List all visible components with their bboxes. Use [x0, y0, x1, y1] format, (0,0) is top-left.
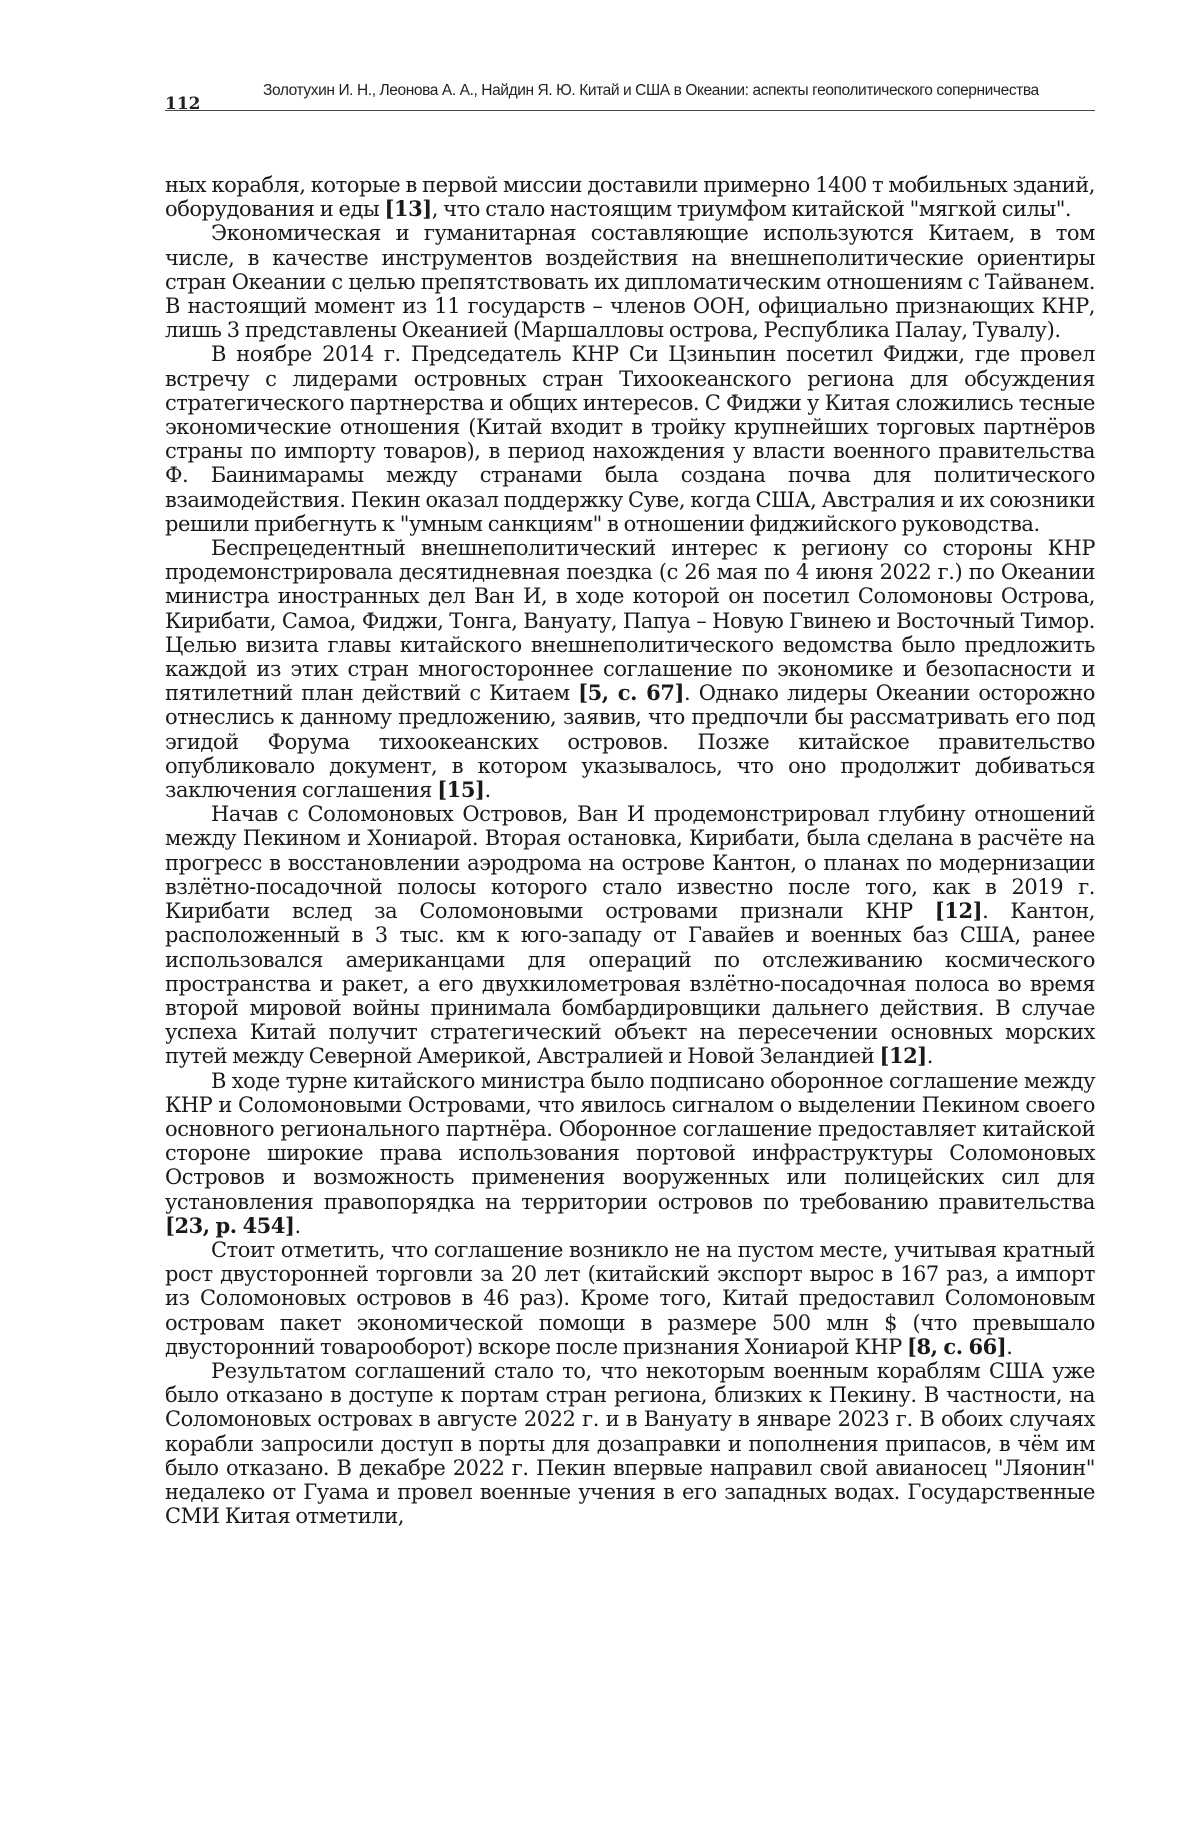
paragraph — [165, 342, 1095, 536]
paragraph-text: . — [294, 1214, 300, 1238]
paragraph — [165, 173, 1095, 221]
paragraph-text: Экономическая и гуманитарная составляющие используются Китаем, в том числе, в качестве инструментов воздействия на внешнеполитические ориентиры стран Океании с целью препятствовать их дипломатическим от­ношениям с Тайванем. В настоящий момент из 11 государств – членов ООН, официально признающих КНР, лишь 3 представлены Океанией (Маршалло­вы острова, Республика Палау, Тувалу). — [165, 221, 1095, 342]
paragraph-text: Беспрецедентный внешнеполитический интерес к региону со стороны КНР продемонстрировала десятидневная поездка (с 26 мая по 4 июня 2022 г.) по Океании министра иностранных дел Ван И, в ходе которой он посетил Соломоновы Острова, Кирибати, Самоа, Фиджи, Тонга, Вануату, Папуа – Но­вую Гвинею и Восточный Тимор. Целью визита главы китайского внешнепо­литического ведомства было предложить каждой из этих стран многосторон­нее соглашение по экономике и безопасности и пятилетний план действий с Китаем — [165, 536, 1095, 705]
paragraph-text: Результатом соглашений стало то, что некоторым военным кораблям США уже было отказано в доступе к портам стран региона, близких к Пекину. В частности, на Соломоновых островах в августе 2022 г. и в Вануату в январе 2023 г. В обоих случаях корабли запросили доступ в порты для дозаправки и пополнения припасов, в чём им было отказано. В декабре 2022 г. Пекин впервые направил свой авианосец "Ляонин" недалеко от Гуама и провел во­енные учения в его западных водах. Государственные СМИ Китая отметили, — [165, 1359, 1095, 1528]
citation-ref: [13] — [384, 196, 431, 221]
paragraph-text: . — [927, 1044, 933, 1068]
paragraph-text: Стоит отметить, что соглашение возникло не на пустом месте, учитывая кратный рост двусторонней торговли за 20 лет (китайский экспорт вырос в 167 раз, а импорт из Соломоновых островов в 46 раз). Кроме того, Китай пре­доставил Соломоновым островам пакет экономической помощи в размере 500 млн $ (что превышало двусторонний товарооборот) вскоре после признания Хониарой КНР — [165, 1238, 1095, 1359]
paragraph-text: В ноябре 2014 г. Председатель КНР Си Цзиньпин посетил Фиджи, где провел встречу с лидерами островных стран Тихоокеанского региона для об­суждения стратегического партнерства и общих интересов. С Фиджи у Китая сложились тесные экономические отношения (Китай входит в тройку круп­нейших торговых партнёров страны по импорту товаров), в период нахожде­ния у власти военного правительства Ф. Баинимарамы между странами была создана почва для политического взаимодействия. Пекин оказал поддержку Суве, когда США, Австралия и их союзники решили прибегнуть к "умным санкциям" в отношении фиджийского руководства. — [165, 342, 1095, 535]
paragraph-text: . — [1006, 1335, 1012, 1359]
paragraph-text: . — [484, 778, 490, 802]
paragraph — [165, 536, 1095, 802]
citation-ref: [23, р. 454] — [165, 1213, 294, 1238]
paragraph-text: , что стало настоящим триумфом китайской "мягкой силы". — [432, 197, 1071, 221]
paragraph — [165, 802, 1095, 1068]
paragraph — [165, 1238, 1095, 1359]
paragraph-text: Начав с Соломоновых Островов, Ван И продемонстрировал глубину от­ношений между Пекином и Хониарой. Вторая остановка, Кирибати, была сде­лана в расчёте на прогресс в восстановлении аэродрома на острове Кантон, о планах по модернизации взлётно-посадочной полосы которого стало известно после того, как в 2019 г. Кирибати вслед за Соломоновыми островами при­знали КНР — [165, 802, 1095, 923]
citation-ref: [15] — [437, 777, 484, 802]
running-title: Золотухин И. Н., Леонова А. А., Найдин Я. Ю. Китай и США в Океании: аспекты геополитического соперничества — [263, 82, 1039, 100]
paragraph-text: . Однако лидеры Океании осторожно отнеслись к данному предложению, заявив, что предпочли бы рассматривать его под эгидой Фо­рума тихоокеанских островов. Позже китайское правительство опубликовало документ, в котором указывалось, что оно продолжит добиваться заключения соглашения — [165, 681, 1095, 802]
citation-ref: [12] — [935, 898, 982, 923]
citation-ref: [8, с. 66] — [907, 1334, 1006, 1359]
paragraph-text: . Кантон, расположенный в 3 тыс. км к юго-западу от Гавайев и военных баз США, ранее использовался американцами для операций по отслеживанию космического пространства и ракет, а его двухкилометровая взлётно-посадочная полоса во время второй мировой войны принимала бом­бардировщики дальнего действия. В случае успеха Китай получит стратеги­ческий объект на пересечении основных морских путей между Северной Аме­рикой, Австралией и Новой Зеландией — [165, 899, 1095, 1068]
journal-page — [0, 0, 1200, 1835]
paragraph — [165, 1069, 1095, 1238]
page-number: 112 — [165, 94, 201, 114]
citation-ref: [5, с. 67] — [578, 680, 684, 705]
paragraph — [165, 1359, 1095, 1528]
citation-ref: [12] — [880, 1043, 927, 1068]
paragraph-text: ных корабля, которые в первой миссии доставили примерно 1400 т мобильных зданий, оборудования и еды — [165, 173, 1095, 221]
paragraph-text: В ходе турне китайского министра было подписано оборонное согла­шение между КНР и Соломоновыми Островами, что явилось сигналом о вы­делении Пекином своего основного регионального партнёра. Оборонное со­глашение предоставляет китайской стороне широкие права использования портовой инфраструктуры Соломоновых Островов и возможность применения вооруженных или полицейских сил для установления правопорядка на тер­ритории островов по требованию правительства — [165, 1069, 1095, 1214]
article-body — [165, 173, 1095, 1528]
paragraph — [165, 221, 1095, 342]
